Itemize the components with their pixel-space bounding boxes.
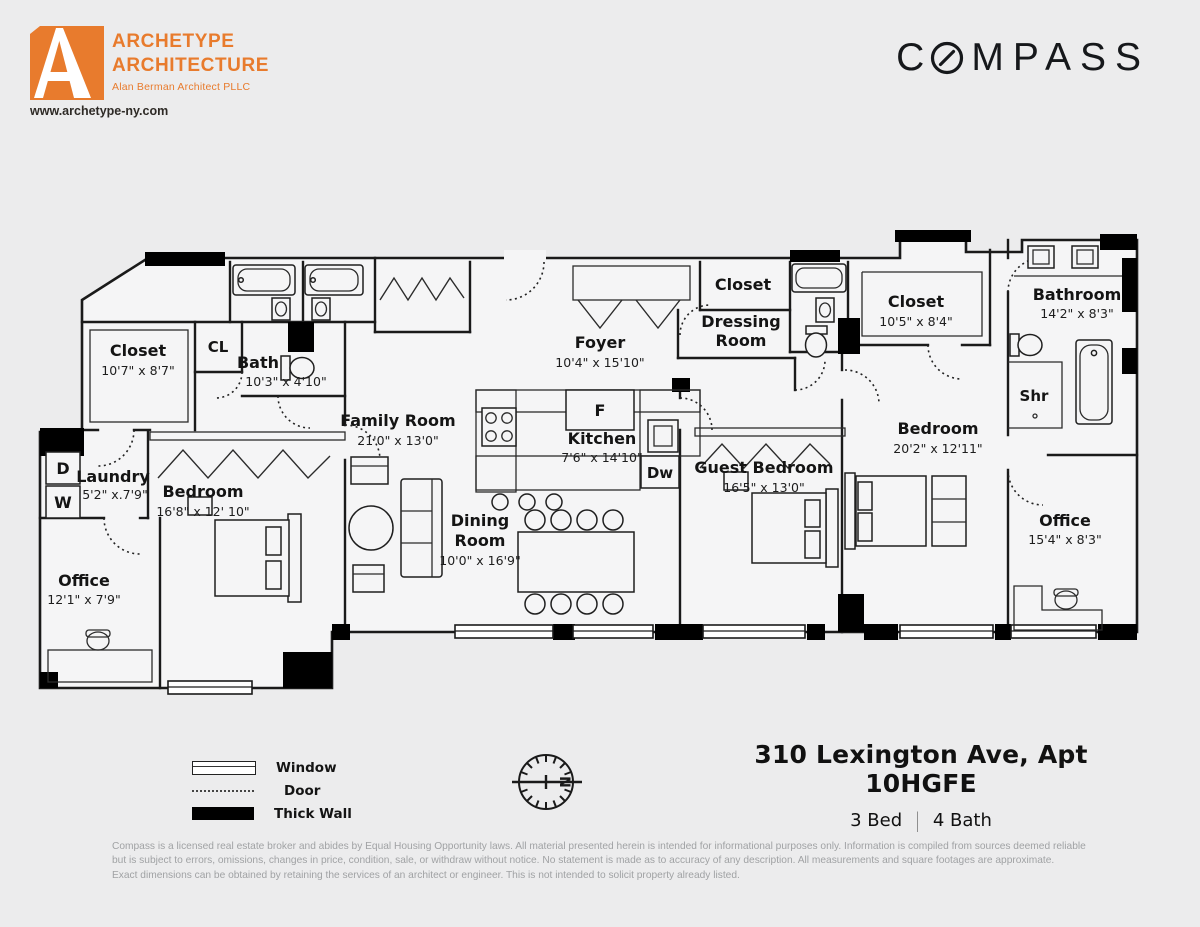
thick-wall-symbol bbox=[192, 807, 254, 820]
armchair bbox=[353, 565, 384, 592]
round-table bbox=[349, 506, 393, 550]
firm-website: www.archetype-ny.com bbox=[30, 104, 169, 118]
room-dims-laundry: 5'2" x.7'9" bbox=[82, 487, 148, 502]
armchair bbox=[351, 457, 388, 484]
room-label-shower: Shr bbox=[1019, 387, 1049, 405]
room-dims-dining: 10'0" x 16'9" bbox=[439, 553, 521, 568]
room-label-closet-left: Closet bbox=[109, 341, 167, 360]
room-dims-bath: 10'3" x 4'10" bbox=[245, 374, 327, 389]
firm-name-line2: ARCHITECTURE bbox=[112, 55, 270, 76]
disclaimer-line1: Compass is a licensed real estate broker and abides by Equal Housing Opportunity laws. All material presented herein is intended for informational purposes only. Information is compiled from sources deemed reliable bbox=[112, 841, 1086, 852]
room-dims-guest-bedroom: 16'5" x 13'0" bbox=[723, 480, 805, 495]
disclaimer bbox=[112, 840, 1176, 883]
sink bbox=[816, 298, 834, 322]
baths-count: 4 Bath bbox=[932, 809, 992, 831]
room-label-foyer: Foyer bbox=[574, 333, 626, 352]
window bbox=[703, 625, 805, 638]
disclaimer-line2: but is subject to errors, omissions, changes in price, condition, sale, or withdraw without notice. No statement is made as to accuracy of any description. All measurements and square footages are approximate. bbox=[112, 855, 1055, 867]
room-dims-closet-left: 10'7" x 8'7" bbox=[101, 363, 175, 378]
island-stools bbox=[492, 494, 562, 510]
bathtub bbox=[1076, 340, 1112, 424]
room-label-kitchen: Kitchen bbox=[567, 429, 637, 448]
firm-name-line1: ARCHETYPE bbox=[112, 31, 235, 52]
legend bbox=[192, 756, 352, 825]
bed-right bbox=[845, 473, 966, 549]
entry-opening bbox=[504, 250, 546, 264]
room-label-dressing-2: Room bbox=[715, 331, 767, 350]
legend-label-window: Window bbox=[276, 759, 337, 776]
room-dims-closet-right: 10'5" x 8'4" bbox=[879, 314, 953, 329]
room-dims-office-right: 15'4" x 8'3" bbox=[1028, 532, 1102, 547]
rose-north-label: N bbox=[556, 776, 572, 788]
window bbox=[168, 681, 252, 694]
bathtub bbox=[233, 265, 295, 295]
stove bbox=[482, 408, 516, 446]
room-label-closet-right: Closet bbox=[887, 292, 945, 311]
address-title: 310 Lexington Ave, Apt 10HGFE bbox=[754, 740, 1088, 798]
room-label-office-left: Office bbox=[58, 571, 110, 590]
room-label-washer: W bbox=[54, 493, 72, 512]
bathtub bbox=[305, 265, 363, 295]
title-block bbox=[700, 740, 1142, 832]
window bbox=[455, 625, 553, 638]
room-dims-family-room: 21'0" x 13'0" bbox=[357, 433, 439, 448]
legend-row-door bbox=[192, 779, 352, 802]
door-symbol bbox=[192, 790, 254, 792]
brand-letter-c: C bbox=[896, 36, 934, 79]
room-label-closet-mid: Closet bbox=[714, 275, 772, 294]
window bbox=[900, 625, 993, 638]
brand-letters-rest: MPASS bbox=[971, 36, 1150, 79]
room-label-bathroom: Bathroom bbox=[1032, 285, 1122, 304]
room-label-guest-bedroom: Guest Bedroom bbox=[694, 458, 834, 477]
window bbox=[573, 625, 653, 638]
legend-row-window bbox=[192, 756, 352, 779]
legend-row-thick-wall bbox=[192, 802, 352, 825]
room-label-dryer: D bbox=[56, 459, 70, 478]
toilet bbox=[806, 326, 828, 357]
room-label-dining-1: Dining bbox=[450, 511, 510, 530]
window bbox=[1011, 625, 1096, 638]
room-label-laundry: Laundry bbox=[76, 467, 150, 486]
room-dims-foyer: 10'4" x 15'10" bbox=[555, 355, 645, 370]
room-label-dining-2: Room bbox=[454, 531, 506, 550]
firm-subtitle: Alan Berman Architect PLLC bbox=[112, 81, 251, 93]
sofa bbox=[401, 479, 442, 577]
compass-rose-icon bbox=[508, 744, 584, 820]
room-label-dishwasher: Dw bbox=[646, 464, 674, 482]
toilet bbox=[1010, 334, 1042, 356]
disclaimer-line3: Exact dimensions can be obtained by retaining the services of an architect or engineer. This is not intended to solicit property already listed. bbox=[112, 869, 740, 881]
room-label-bedroom-left: Bedroom bbox=[162, 482, 244, 501]
kitchen-sink bbox=[648, 420, 678, 452]
room-dims-bedroom-right: 20'2" x 12'11" bbox=[893, 441, 983, 456]
room-label-dressing-1: Dressing bbox=[701, 312, 781, 331]
legend-label-thick-wall: Thick Wall bbox=[274, 805, 352, 822]
bed-bath-line bbox=[700, 808, 1142, 832]
room-dims-office-left: 12'1" x 7'9" bbox=[47, 592, 121, 607]
room-label-office-right: Office bbox=[1039, 511, 1091, 530]
room-dims-kitchen: 7'6" x 14'10" bbox=[561, 450, 643, 465]
sink bbox=[312, 298, 330, 320]
sink bbox=[272, 298, 290, 320]
legend-label-door: Door bbox=[284, 782, 321, 799]
room-label-bedroom-right: Bedroom bbox=[897, 419, 979, 438]
room-dims-bedroom-left: 16'8" x 12' 10" bbox=[156, 504, 250, 519]
bathtub bbox=[792, 264, 846, 292]
room-label-bath: Bath bbox=[236, 353, 280, 372]
room-label-fridge: F bbox=[594, 401, 606, 420]
bed-bath-divider: | bbox=[914, 808, 921, 832]
room-label-cl: CL bbox=[207, 338, 229, 356]
room-label-family-room: Family Room bbox=[340, 411, 456, 430]
window-symbol bbox=[192, 761, 256, 775]
sink bbox=[1028, 246, 1054, 268]
room-dims-bathroom: 14'2" x 8'3" bbox=[1040, 306, 1114, 321]
sink bbox=[1072, 246, 1098, 268]
beds-count: 3 Bed bbox=[850, 809, 903, 831]
